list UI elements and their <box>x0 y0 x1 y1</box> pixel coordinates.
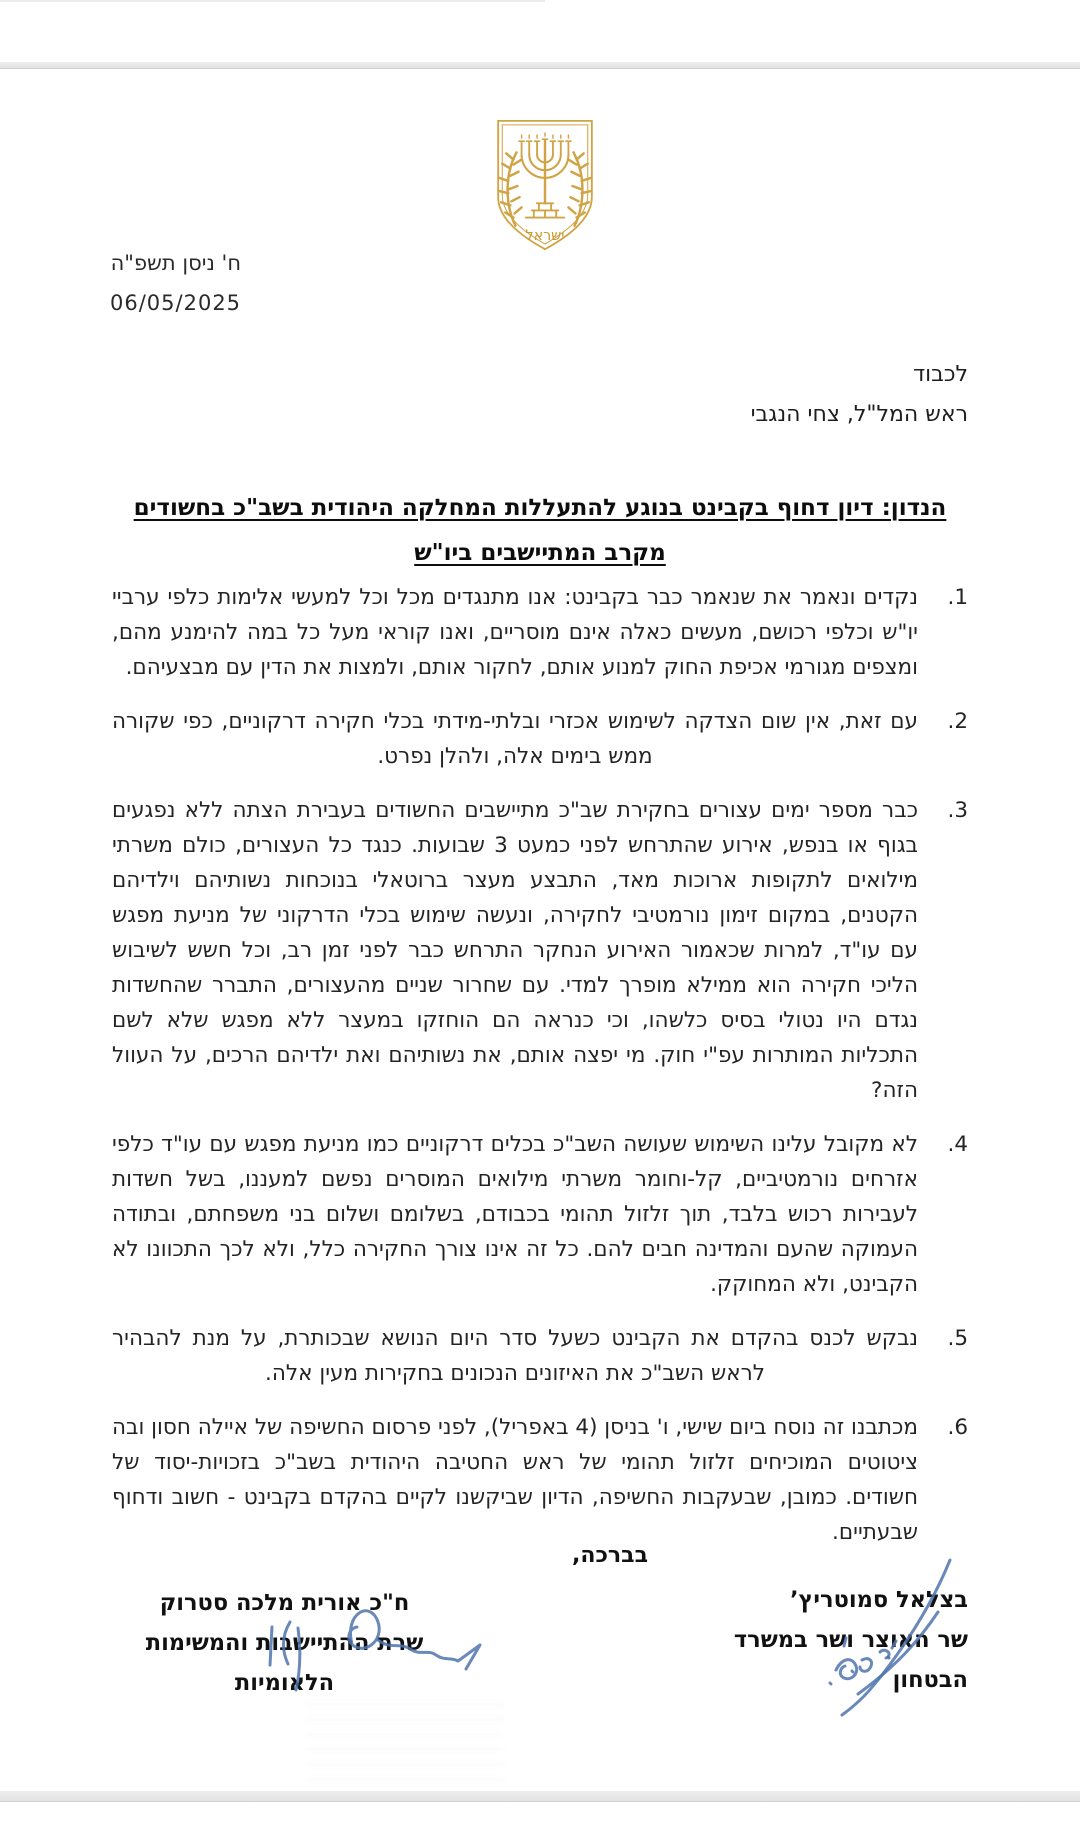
closing-salutation: בברכה, <box>571 1543 648 1568</box>
paragraph-6-number: .6 <box>947 1415 968 1440</box>
emblem-caption: ישראל <box>525 227 565 244</box>
signatory-strook-title: שרת ההתיישבות והמשימות הלאומיות <box>145 1630 424 1696</box>
subject-line2: מקרב המתיישבים ביו"ש <box>414 540 666 566</box>
paragraph-3-text: כבר מספר ימים עצורים בחקירת שב"כ מתיישבים החשודים בעבירת הצתה ללא נפגעים בגוף או בנפש, אירוע שהתרחש לפני כמעט 3 שבועות. כנגד כל העצורים, כולם משרתי מילואים לתקופות ארוכות מאד, התבצע מעצר ברוטאלי בנוכחות נשותיהם וילדיהם הקטנים, במקום זימון נורמטיבי לחקירה, ונעשה שימוש בכלי הדרקוני של מניעת מפגש עם עו"ד, למרות שכאמור האירוע הנחקר התרחש כבר לפני זמן רב, וכל חשש לשיבוש הליכי חקירה הוא ממילא מופרך למדי. עם שחרור שניים מהעצורים, התברר שהחשדות נגדם היו נטולי בסיס כלשהו, וכי כנראה הם הוחזקו במעצר ללא מפגש שלא לשם התכליות המותרות עפ"י חוק. מי יפצה אותם, את נשותיהם ואת ילדיהם הרכים, על העוול הזה? <box>112 798 918 1103</box>
paragraph-2-text: עם זאת, אין שום הצדקה לשימוש אכזרי ובלתי-מידתי בכלי חקירה דרקוניים, כפי שקורה ממש בימים אלה, ולהלן נפרט. <box>112 709 918 769</box>
recipient-name: ראש המל"ל, צחי הנגבי <box>750 402 968 427</box>
paragraph-4 <box>112 1127 968 1302</box>
paragraph-6-text: מכתבנו זה נוסח ביום שישי, ו' בניסן (4 באפריל), לפני פרסום החשיפה של איילה חסון ובה ציטוטים המוכיחים זלזול תהומי של ראש החטיבה היהודית בשב"כ בזכויות-יסוד של חשודים. כמובן, שבעקבות החשיפה, הדיון שביקשנו לקיים בהקדם בקבינט - חשוב ודחוף שבעתיים. <box>112 1415 918 1545</box>
paragraph-1-number: .1 <box>947 585 968 610</box>
paragraph-3 <box>112 793 968 1108</box>
subject-line1: הנדון: דיון דחוף בקבינט בנוגע להתעללות המחלקה היהודית בשב"כ בחשודים <box>133 495 947 521</box>
signatory-smotrich-title: שר האוצר ושר במשרד הבטחון <box>733 1627 968 1693</box>
paragraph-6 <box>112 1410 968 1550</box>
paragraph-1-text: נקדים ונאמר את שנאמר כבר בקבינט: אנו מתנגדים מכל וכל למעשי אלימות כלפי ערביי יו"ש וכלפי רכושם, מעשים כאלה אינם מוסריים, ואנו קוראי מעל כל במה להימנע מהם, ומצפים מגורמי אכיפת החוק למנוע אותם, לחקור אותם, ולמצות את הדין עם מבצעיהם. <box>112 585 918 680</box>
scan-bleedthrough-smudge <box>305 1703 505 1788</box>
gregorian-date: 06/05/2025 <box>110 291 242 315</box>
hebrew-date: ח' ניסן תשפ"ה <box>110 251 242 275</box>
paragraph-4-number: .4 <box>947 1132 968 1157</box>
paragraph-3-number: .3 <box>947 798 968 823</box>
subject-heading <box>60 486 1020 576</box>
salutation: לכבוד <box>913 362 968 387</box>
letter-body <box>112 580 968 1569</box>
signatory-smotrich <box>668 1580 968 1700</box>
scan-top-band <box>0 62 1080 69</box>
paragraph-1 <box>112 580 968 685</box>
date-block <box>110 243 241 323</box>
paragraph-2-number: .2 <box>947 709 968 734</box>
paragraph-4-text: לא מקובל עלינו השימוש שעושה השב"כ בכלים דרקוניים כמו מניעת מפגש עם עו"ד כלפי אזרחים נורמטיביים, קל-וחומר משרתי מילואים המוסרים נפשם למעננו, בשל חשדות לעבירות רכוש בלבד, תוך זלזול תהומי בכבודם, בשלומם ושלום בני משפחתם, ובתודה העמוקה שהעם והמדינה חבים להם. כל זה אינו צורך החקירה כלל, ולא לכך התכוונו לא הקבינט, ולא המחוקק. <box>112 1132 918 1297</box>
recipient-block <box>751 355 968 435</box>
scan-top-edge-line <box>0 0 545 2</box>
scan-bottom-band <box>0 1791 1080 1802</box>
signatory-smotrich-name: בצלאל סמוטריץ’ <box>789 1587 968 1613</box>
israel-state-emblem <box>489 112 601 258</box>
paragraph-5-number: .5 <box>947 1326 968 1351</box>
paragraph-5-text: נבקש לכנס בהקדם את הקבינט כשעל סדר היום הנושא שבכותרת, על מנת להבהיר לראש השב"כ את האיזונים הנכונים בחקירות מעין אלה. <box>112 1326 918 1386</box>
paragraph-5 <box>112 1321 968 1391</box>
signatory-strook <box>112 1583 457 1703</box>
signatory-strook-name: ח"כ אורית מלכה סטרוק <box>159 1590 410 1616</box>
paragraph-2 <box>112 704 968 774</box>
